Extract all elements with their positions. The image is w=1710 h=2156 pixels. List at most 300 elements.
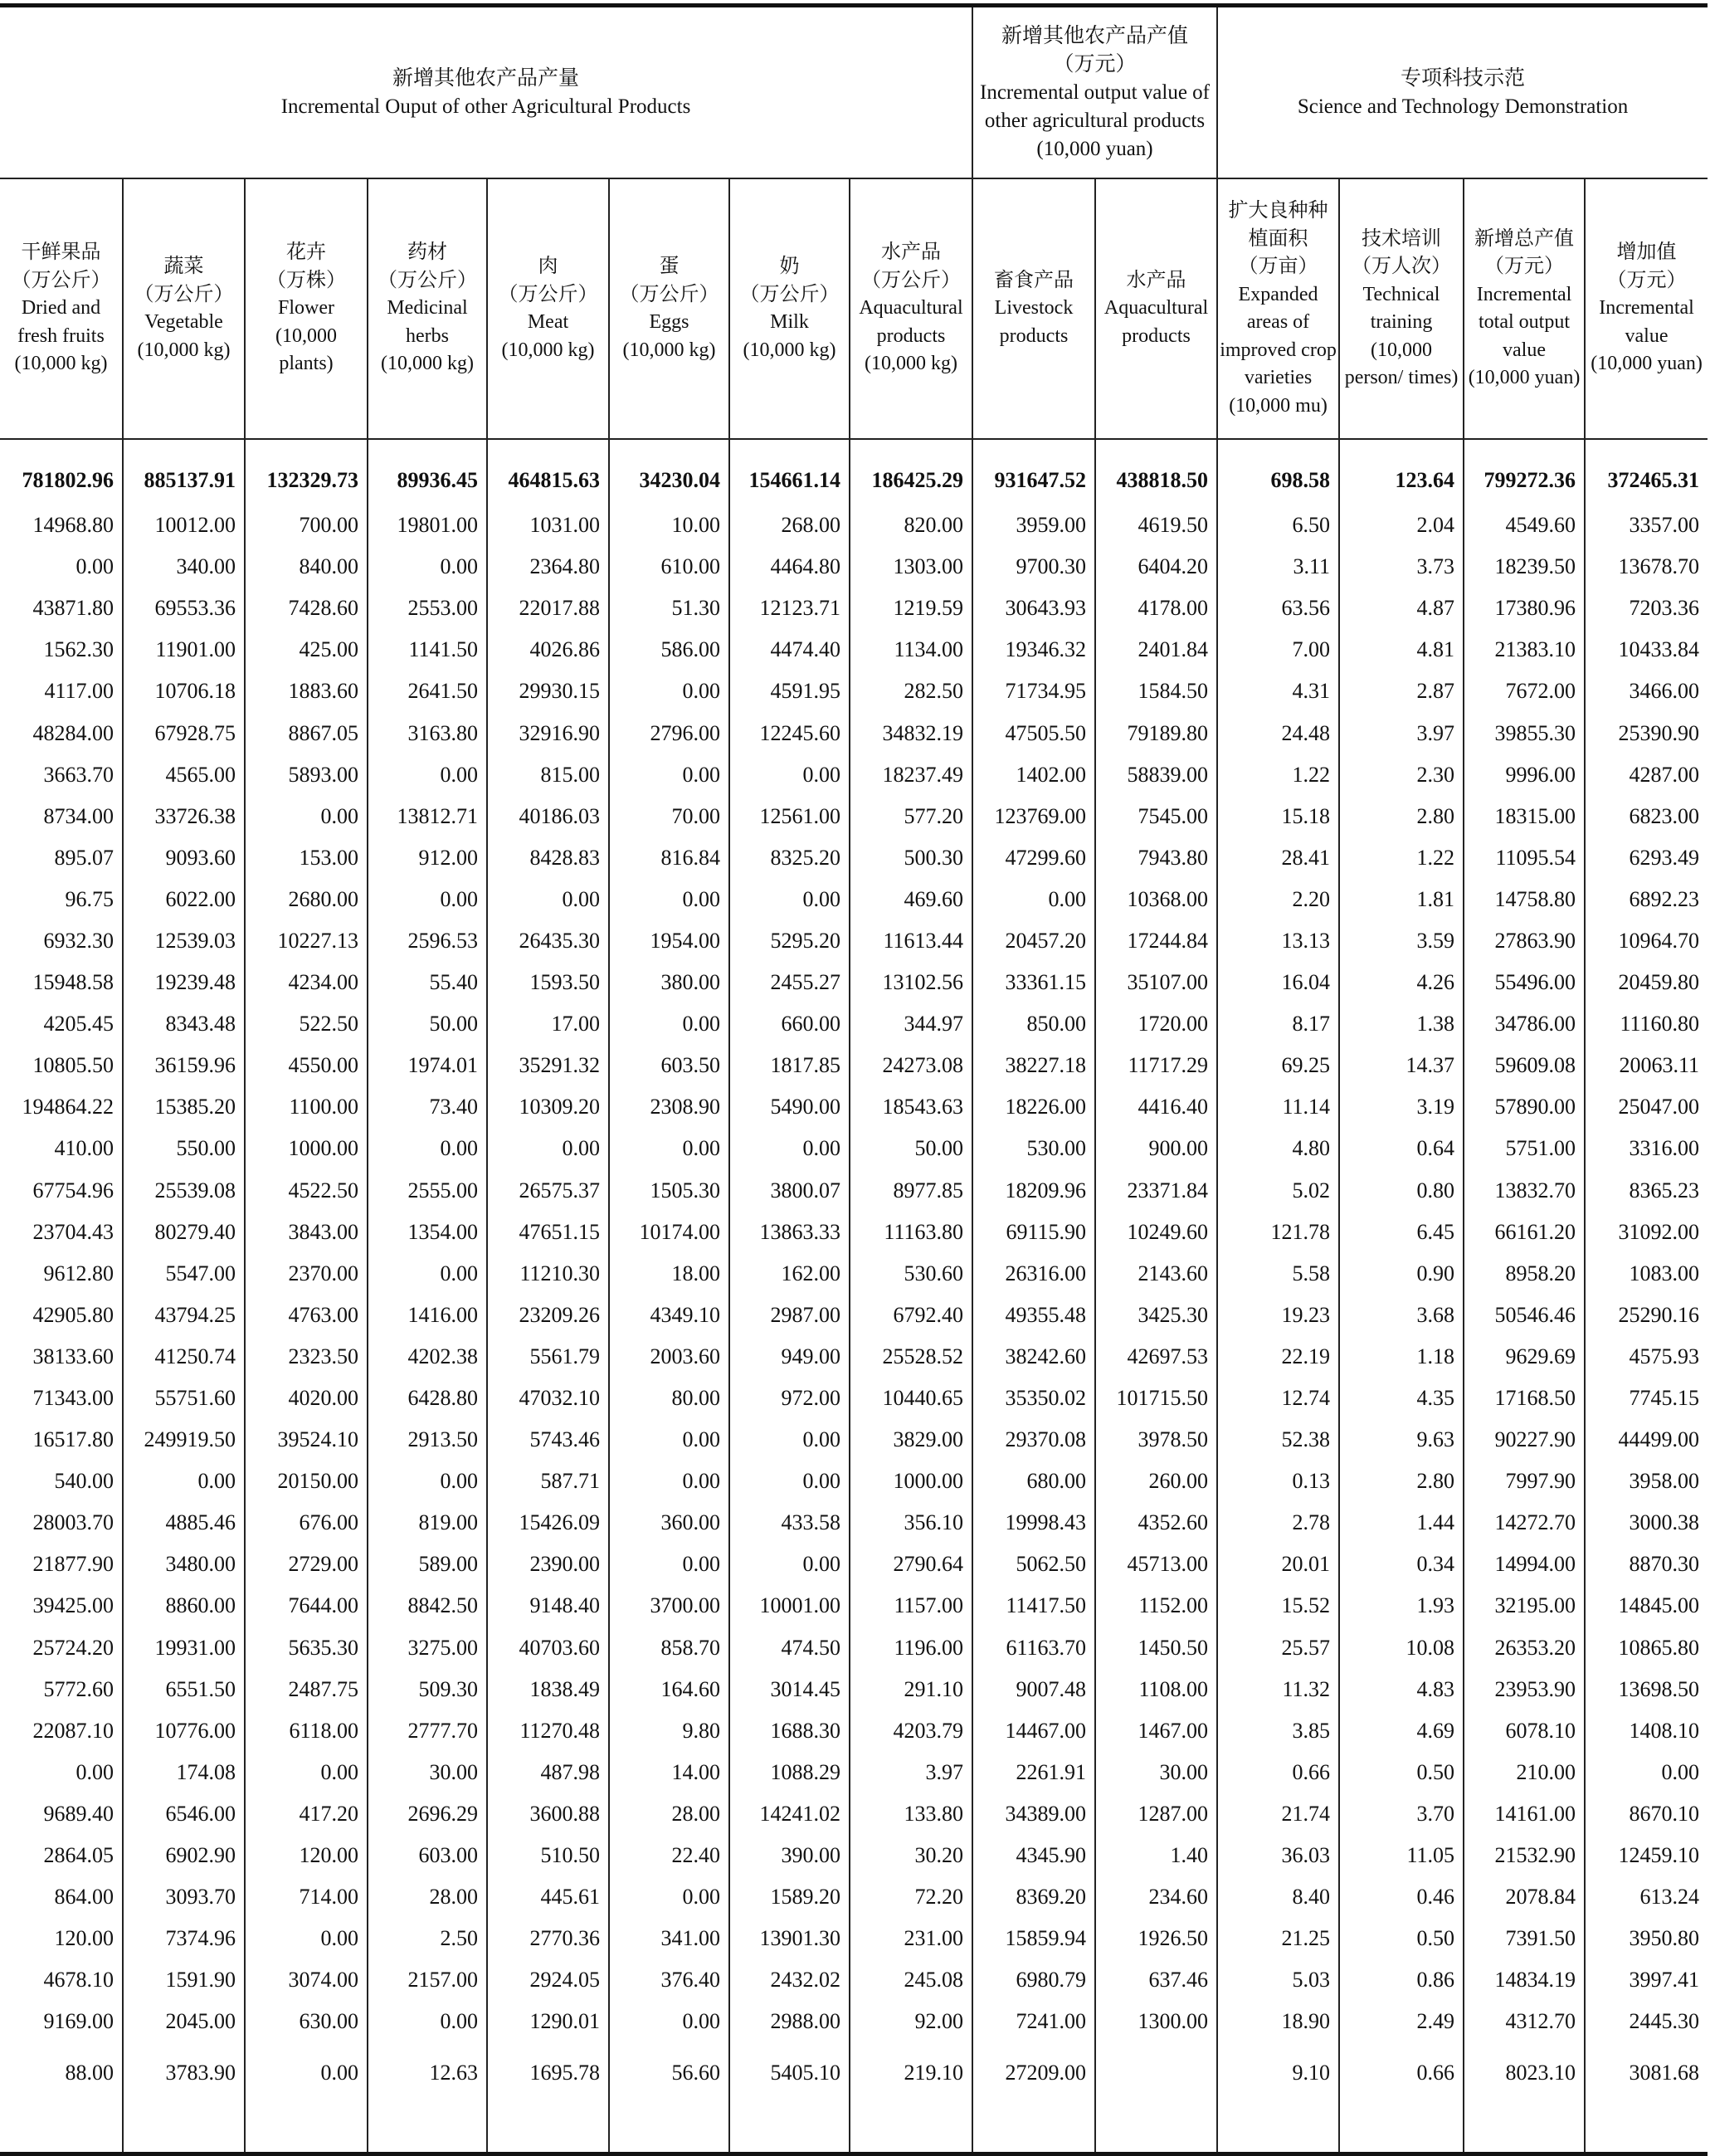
table-cell: 7391.50 — [1464, 1918, 1585, 1959]
table-cell: 8369.20 — [972, 1876, 1095, 1918]
table-cell: 13901.30 — [729, 1918, 850, 1959]
column-header-unit: （万元） — [1484, 256, 1565, 277]
table-cell: 2680.00 — [245, 879, 368, 920]
table-cell: 1593.50 — [487, 962, 609, 1003]
table-cell: 0.00 — [609, 671, 729, 712]
table-cell: 11210.30 — [487, 1253, 609, 1295]
table-cell: 4117.00 — [0, 671, 123, 712]
table-cell: 0.46 — [1339, 1876, 1464, 1918]
table-cell: 89936.45 — [368, 439, 487, 505]
table-cell: 577.20 — [850, 796, 972, 837]
table-cell: 698.58 — [1217, 439, 1339, 505]
table-cell: 32916.90 — [487, 712, 609, 754]
table-cell: 8.40 — [1217, 1876, 1339, 1918]
table-cell: 1.40 — [1095, 1835, 1217, 1876]
column-header-unit-en: (10,000 plants) — [275, 324, 337, 375]
table-cell: 34389.00 — [972, 1793, 1095, 1835]
table-cell: 291.10 — [850, 1669, 972, 1710]
table-cell: 11163.80 — [850, 1212, 972, 1253]
table-cell: 18315.00 — [1464, 796, 1585, 837]
table-cell: 487.98 — [487, 1752, 609, 1793]
column-header-unit-en: (10,000 kg) — [381, 353, 474, 375]
table-cell: 380.00 — [609, 962, 729, 1003]
table-row — [0, 1585, 1708, 1627]
column-header — [1585, 178, 1708, 439]
table-cell: 895.07 — [0, 837, 123, 879]
table-cell: 8958.20 — [1464, 1253, 1585, 1295]
table-cell: 469.60 — [850, 879, 972, 920]
table-cell: 7545.00 — [1095, 796, 1217, 837]
column-header — [245, 178, 368, 439]
table-cell: 29370.08 — [972, 1419, 1095, 1461]
table-cell: 1467.00 — [1095, 1710, 1217, 1752]
table-cell: 530.00 — [972, 1128, 1095, 1169]
table-cell: 781802.96 — [0, 439, 123, 505]
table-cell: 7374.96 — [123, 1918, 245, 1959]
table-cell: 0.50 — [1339, 1752, 1464, 1793]
group-header-science-demo: 专项科技示范 Science and Technology Demonstration — [1217, 6, 1708, 179]
column-header — [1217, 178, 1339, 439]
table-cell: 589.00 — [368, 1544, 487, 1585]
table-cell: 4416.40 — [1095, 1086, 1217, 1128]
table-cell: 7943.80 — [1095, 837, 1217, 879]
table-cell: 14467.00 — [972, 1710, 1095, 1752]
column-header-en: Aquacultural products — [859, 297, 963, 347]
table-row — [0, 712, 1708, 754]
table-cell: 6551.50 — [123, 1669, 245, 1710]
table-cell: 96.75 — [0, 879, 123, 920]
table-cell: 23209.26 — [487, 1295, 609, 1336]
table-cell: 0.86 — [1339, 1959, 1464, 2001]
table-cell: 28003.70 — [0, 1502, 123, 1544]
column-header-en: Incremental total output value — [1476, 283, 1572, 361]
table-cell: 1838.49 — [487, 1669, 609, 1710]
table-cell: 3958.00 — [1629, 1469, 1700, 1494]
table-cell: 858.70 — [609, 1627, 729, 1669]
table-row — [0, 1502, 1708, 1544]
table-row — [0, 505, 1708, 546]
table-cell: 3.97 — [850, 1752, 972, 1793]
table-cell: 17380.96 — [1464, 588, 1585, 629]
table-cell: 154661.14 — [729, 439, 850, 505]
table-cell: 4.31 — [1217, 671, 1339, 712]
table-cell: 25047.00 — [1618, 1095, 1700, 1119]
table-row — [0, 1959, 1708, 2001]
column-header-unit: （万人次） — [1352, 256, 1452, 277]
table-cell: 509.30 — [368, 1669, 487, 1710]
table-cell: 19346.32 — [972, 629, 1095, 671]
table-cell: 2003.60 — [609, 1336, 729, 1378]
table-row — [0, 1336, 1708, 1378]
table-cell: 2261.91 — [972, 1752, 1095, 1793]
table-cell: 12245.60 — [729, 712, 850, 754]
table-cell: 341.00 — [609, 1918, 729, 1959]
table-cell: 2555.00 — [368, 1170, 487, 1212]
table-cell: 11417.50 — [972, 1585, 1095, 1627]
table-cell: 4591.95 — [729, 671, 850, 712]
table-cell: 344.97 — [850, 1003, 972, 1045]
table-cell: 4474.40 — [729, 629, 850, 671]
table-cell: 14994.00 — [1464, 1544, 1585, 1585]
column-header-unit: （万元） — [1606, 269, 1687, 291]
table-cell: 0.00 — [609, 1419, 729, 1461]
table-cell: 0.00 — [609, 1003, 729, 1045]
table-cell: 101715.50 — [1095, 1378, 1217, 1419]
table-cell: 0.00 — [123, 1461, 245, 1502]
table-cell: 20459.80 — [1618, 970, 1700, 995]
table-cell: 0.00 — [368, 754, 487, 796]
table-cell: 2445.30 — [1629, 2009, 1700, 2034]
table-cell: 1720.00 — [1095, 1003, 1217, 1045]
table-cell: 603.50 — [609, 1045, 729, 1086]
table-cell: 2143.60 — [1095, 1253, 1217, 1295]
table-cell: 1562.30 — [0, 629, 123, 671]
table-cell: 133.80 — [850, 1793, 972, 1835]
table-cell: 9689.40 — [0, 1793, 123, 1835]
table-cell: 1152.00 — [1095, 1585, 1217, 1627]
table-cell: 700.00 — [245, 505, 368, 546]
table-row — [0, 1793, 1708, 1835]
table-cell: 2.49 — [1339, 2001, 1464, 2042]
table-cell: 39524.10 — [245, 1419, 368, 1461]
table-cell: 676.00 — [245, 1502, 368, 1544]
table-cell: 2790.64 — [850, 1544, 972, 1585]
table-cell: 9996.00 — [1464, 754, 1585, 796]
table-cell: 2777.70 — [368, 1710, 487, 1752]
column-header-zh: 花卉 — [286, 241, 326, 264]
table-row — [0, 1419, 1708, 1461]
table-cell: 9169.00 — [0, 2001, 123, 2042]
column-header-zh: 新增总产值 — [1474, 227, 1575, 250]
table-cell: 32195.00 — [1464, 1585, 1585, 1627]
table-cell: 47032.10 — [487, 1378, 609, 1419]
table-cell: 16517.80 — [0, 1419, 123, 1461]
table-cell: 7.00 — [1217, 629, 1339, 671]
table-cell: 4345.90 — [972, 1835, 1095, 1876]
table-cell: 550.00 — [123, 1128, 245, 1169]
table-cell: 660.00 — [729, 1003, 850, 1045]
table-cell: 21383.10 — [1464, 629, 1585, 671]
table-cell: 356.10 — [850, 1502, 972, 1544]
table-cell: 22087.10 — [0, 1710, 123, 1752]
table-cell: 0.00 — [368, 1253, 487, 1295]
table-cell: 121.78 — [1217, 1212, 1339, 1253]
table-cell: 15859.94 — [972, 1918, 1095, 1959]
column-header-en: Medicinal herbs — [387, 297, 468, 347]
table-cell: 2.87 — [1339, 671, 1464, 712]
table-cell: 5062.50 — [972, 1544, 1095, 1585]
table-cell: 19.23 — [1217, 1295, 1339, 1336]
table-cell: 70.00 — [609, 796, 729, 837]
table-cell: 66161.20 — [1464, 1212, 1585, 1253]
table-cell: 425.00 — [245, 629, 368, 671]
table-cell: 2.50 — [368, 1918, 487, 1959]
table-cell: 34230.04 — [609, 439, 729, 505]
column-header-en: Eggs — [649, 311, 689, 333]
column-header-zh: 畜食产品 — [994, 269, 1074, 291]
table-cell: 5295.20 — [729, 920, 850, 962]
column-header-unit: （万亩） — [1238, 256, 1318, 277]
table-cell: 6823.00 — [1629, 803, 1700, 828]
table-cell: 8325.20 — [729, 837, 850, 879]
table-cell: 39855.30 — [1464, 712, 1585, 754]
table-cell: 27209.00 — [972, 2042, 1095, 2154]
table-cell: 4352.60 — [1095, 1502, 1217, 1544]
table-cell: 56.60 — [609, 2042, 729, 2154]
table-row — [0, 546, 1708, 588]
table-cell: 0.66 — [1339, 2042, 1464, 2154]
table-cell: 4.69 — [1339, 1710, 1464, 1752]
table-cell: 49355.48 — [972, 1295, 1095, 1336]
table-cell: 5.02 — [1217, 1170, 1339, 1212]
group-header-output: 新增其他农产品产量 Incremental Ouput of other Agricultural Products — [0, 6, 972, 179]
table-cell: 44499.00 — [1618, 1427, 1700, 1452]
table-cell: 8867.05 — [245, 712, 368, 754]
table-cell: 120.00 — [0, 1918, 123, 1959]
table-cell: 12.74 — [1217, 1378, 1339, 1419]
table-cell: 18209.96 — [972, 1170, 1095, 1212]
table-cell: 28.00 — [609, 1793, 729, 1835]
table-cell: 123.64 — [1339, 439, 1464, 505]
table-cell: 8870.30 — [1629, 1552, 1700, 1577]
table-cell: 2078.84 — [1464, 1876, 1585, 1918]
table-cell: 0.00 — [0, 1752, 123, 1793]
table-cell: 14272.70 — [1464, 1502, 1585, 1544]
table-cell: 19239.48 — [123, 962, 245, 1003]
table-cell: 1219.59 — [850, 588, 972, 629]
table-cell: 1.22 — [1339, 837, 1464, 879]
table-cell: 1.38 — [1339, 1003, 1464, 1045]
table-cell: 15.52 — [1217, 1585, 1339, 1627]
table-cell: 3275.00 — [368, 1627, 487, 1669]
table-cell: 3663.70 — [0, 754, 123, 796]
table-cell: 14.00 — [609, 1752, 729, 1793]
table-row — [0, 1710, 1708, 1752]
table-cell: 4.35 — [1339, 1378, 1464, 1419]
table-cell: 10368.00 — [1095, 879, 1217, 920]
table-cell: 13832.70 — [1464, 1170, 1585, 1212]
table-cell: 5751.00 — [1464, 1128, 1585, 1169]
table-cell: 23704.43 — [0, 1212, 123, 1253]
table-cell: 464815.63 — [487, 439, 609, 505]
column-header-zh: 药材 — [407, 241, 447, 264]
table-cell: 4.81 — [1339, 629, 1464, 671]
table-cell: 20.01 — [1217, 1544, 1339, 1585]
table-cell: 42905.80 — [0, 1295, 123, 1336]
table-cell: 17168.50 — [1464, 1378, 1585, 1419]
table-cell: 10440.65 — [850, 1378, 972, 1419]
table-cell: 23371.84 — [1095, 1170, 1217, 1212]
table-cell: 18226.00 — [972, 1086, 1095, 1128]
table-cell: 69.25 — [1217, 1045, 1339, 1086]
table-cell: 79189.80 — [1095, 712, 1217, 754]
table-cell: 12123.71 — [729, 588, 850, 629]
table-cell: 12539.03 — [123, 920, 245, 962]
table-cell: 4020.00 — [245, 1378, 368, 1419]
column-header-unit-en: (10,000 kg) — [137, 339, 231, 361]
table-cell: 33361.15 — [972, 962, 1095, 1003]
table-cell: 38242.60 — [972, 1336, 1095, 1378]
table-cell: 58839.00 — [1095, 754, 1217, 796]
table-cell: 4178.00 — [1095, 588, 1217, 629]
table-cell: 14834.19 — [1464, 1959, 1585, 2001]
table-cell: 31092.00 — [1618, 1219, 1700, 1244]
table-cell: 4349.10 — [609, 1295, 729, 1336]
table-cell: 6118.00 — [245, 1710, 368, 1752]
table-cell: 0.64 — [1339, 1128, 1464, 1169]
table-cell: 12561.00 — [729, 796, 850, 837]
table-cell: 19998.43 — [972, 1502, 1095, 1544]
table-cell: 4205.45 — [0, 1003, 123, 1045]
table-cell: 9700.30 — [972, 546, 1095, 588]
table-cell: 2770.36 — [487, 1918, 609, 1959]
table-cell: 6892.23 — [1629, 886, 1700, 911]
table-cell: 0.00 — [609, 879, 729, 920]
table-cell: 14758.80 — [1464, 879, 1585, 920]
table-cell: 4234.00 — [245, 962, 368, 1003]
table-cell: 71343.00 — [0, 1378, 123, 1419]
table-cell: 0.00 — [609, 1876, 729, 1918]
table-cell: 43871.80 — [0, 588, 123, 629]
table-cell: 36159.96 — [123, 1045, 245, 1086]
table-cell: 5561.79 — [487, 1336, 609, 1378]
table-cell: 92.00 — [850, 2001, 972, 2042]
table-cell: 21.74 — [1217, 1793, 1339, 1835]
table-cell: 153.00 — [245, 837, 368, 879]
table-cell: 0.00 — [368, 2001, 487, 2042]
table-cell: 1416.00 — [368, 1295, 487, 1336]
table-cell: 0.00 — [245, 2042, 368, 2154]
table-row — [0, 1170, 1708, 1212]
table-cell: 30.20 — [850, 1835, 972, 1876]
table-cell: 0.00 — [729, 1461, 850, 1502]
table-cell: 3829.00 — [850, 1419, 972, 1461]
table-cell: 174.08 — [123, 1752, 245, 1793]
table-cell: 2487.75 — [245, 1669, 368, 1710]
table-cell: 0.13 — [1217, 1461, 1339, 1502]
table-cell: 2553.00 — [368, 588, 487, 629]
table-cell: 10964.70 — [1618, 928, 1700, 953]
table-cell: 11717.29 — [1095, 1045, 1217, 1086]
table-cell: 43794.25 — [123, 1295, 245, 1336]
column-header-unit: （万株） — [266, 269, 346, 291]
table-cell: 20063.11 — [1619, 1053, 1700, 1078]
table-cell: 6792.40 — [850, 1295, 972, 1336]
table-cell: 3.85 — [1217, 1710, 1339, 1752]
table-row-total — [0, 439, 1708, 505]
table-cell: 3000.38 — [1629, 1510, 1700, 1535]
table-cell: 80.00 — [609, 1378, 729, 1419]
table-cell: 1926.50 — [1095, 1918, 1217, 1959]
table-cell: 164.60 — [609, 1669, 729, 1710]
table-cell: 4026.86 — [487, 629, 609, 671]
table-cell: 3.97 — [1339, 712, 1464, 754]
table-cell: 132329.73 — [245, 439, 368, 505]
table-cell: 0.00 — [1661, 1759, 1700, 1784]
table-cell: 0.00 — [729, 879, 850, 920]
table-cell: 15948.58 — [0, 962, 123, 1003]
table-cell: 14241.02 — [729, 1793, 850, 1835]
table-cell: 10865.80 — [1618, 1635, 1700, 1660]
table-cell: 2364.80 — [487, 546, 609, 588]
table-cell: 35291.32 — [487, 1045, 609, 1086]
table-cell: 376.40 — [609, 1959, 729, 2001]
table-cell: 1688.30 — [729, 1710, 850, 1752]
table-cell: 2308.90 — [609, 1086, 729, 1128]
table-cell: 8428.83 — [487, 837, 609, 879]
table-cell: 25528.52 — [850, 1336, 972, 1378]
table-cell: 2864.05 — [0, 1835, 123, 1876]
table-cell: 931647.52 — [972, 439, 1095, 505]
table-cell: 9.80 — [609, 1710, 729, 1752]
table-cell: 26316.00 — [972, 1253, 1095, 1295]
table-row — [0, 962, 1708, 1003]
table-cell: 1883.60 — [245, 671, 368, 712]
table-cell: 0.00 — [368, 1128, 487, 1169]
table-cell: 5743.46 — [487, 1419, 609, 1461]
table-cell: 123769.00 — [972, 796, 1095, 837]
table-cell: 630.00 — [245, 2001, 368, 2042]
table-cell: 59609.08 — [1464, 1045, 1585, 1086]
table-cell: 1402.00 — [972, 754, 1095, 796]
table-cell: 38133.60 — [0, 1336, 123, 1378]
column-header-en: Aquacultural products — [1103, 297, 1209, 347]
table-cell: 0.00 — [609, 2001, 729, 2042]
table-cell: 433.58 — [729, 1502, 850, 1544]
table-cell: 28.41 — [1217, 837, 1339, 879]
column-header-zh: 增加值 — [1616, 241, 1677, 264]
column-header-unit-en: (10,000 yuan) — [1468, 367, 1581, 388]
table-cell: 7428.60 — [245, 588, 368, 629]
table-cell: 0.00 — [609, 754, 729, 796]
table-cell: 0.00 — [245, 796, 368, 837]
table-cell: 1954.00 — [609, 920, 729, 962]
table-cell: 0.00 — [972, 879, 1095, 920]
table-cell: 47299.60 — [972, 837, 1095, 879]
table-cell: 10706.18 — [123, 671, 245, 712]
table-cell: 8734.00 — [0, 796, 123, 837]
table-cell: 3425.30 — [1095, 1295, 1217, 1336]
table-cell: 9148.40 — [487, 1585, 609, 1627]
table-cell: 5.58 — [1217, 1253, 1339, 1295]
table-cell: 26353.20 — [1464, 1627, 1585, 1669]
table-cell: 6428.80 — [368, 1378, 487, 1419]
table-cell: 42697.53 — [1095, 1336, 1217, 1378]
table-cell: 2988.00 — [729, 2001, 850, 2042]
table-cell: 2157.00 — [368, 1959, 487, 2001]
table-cell: 2.04 — [1339, 505, 1464, 546]
table-cell: 61163.70 — [972, 1627, 1095, 1669]
column-header-unit-en: (10,000 kg) — [865, 353, 957, 375]
table-row — [0, 629, 1708, 671]
column-header — [609, 178, 729, 439]
table-cell: 3959.00 — [972, 505, 1095, 546]
table-cell: 4.26 — [1339, 962, 1464, 1003]
table-cell: 0.90 — [1339, 1253, 1464, 1295]
table-cell: 610.00 — [609, 546, 729, 588]
table-cell: 0.80 — [1339, 1170, 1464, 1212]
table-cell: 372465.31 — [1607, 468, 1700, 492]
table-cell: 120.00 — [245, 1835, 368, 1876]
table-cell: 4885.46 — [123, 1502, 245, 1544]
table-cell: 7644.00 — [245, 1585, 368, 1627]
table-row — [0, 1003, 1708, 1045]
table-cell: 19931.00 — [123, 1627, 245, 1669]
column-header — [368, 178, 487, 439]
table-cell: 40703.60 — [487, 1627, 609, 1669]
table-row — [0, 2001, 1708, 2042]
table-cell: 4678.10 — [0, 1959, 123, 2001]
